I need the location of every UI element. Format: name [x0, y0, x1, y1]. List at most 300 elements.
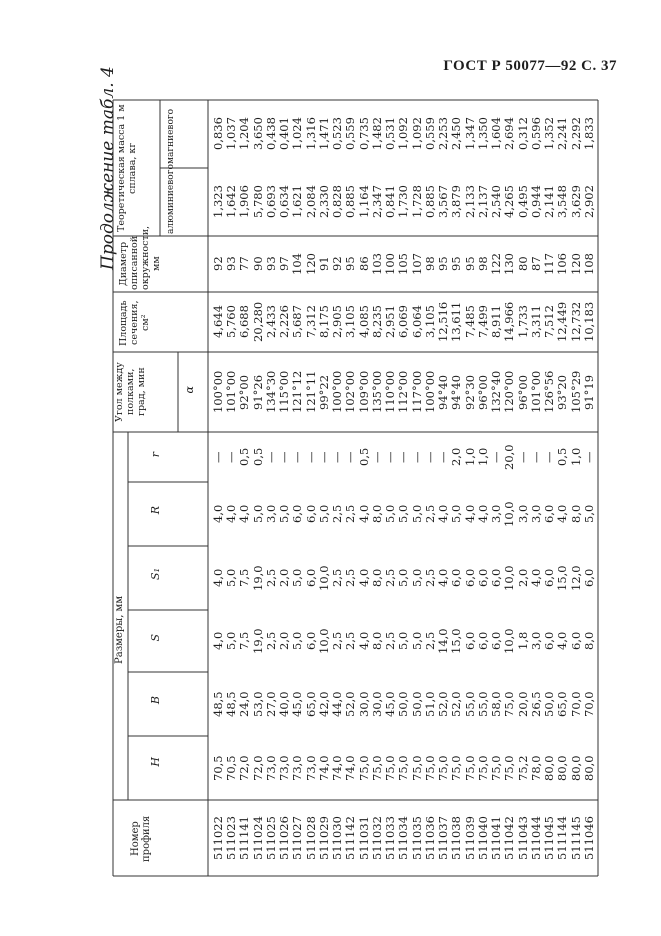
cell-B: 20,0 [515, 691, 530, 717]
cell-R: 3,0 [489, 504, 504, 524]
cell-R: 2,5 [422, 504, 437, 524]
table-caption: Продолжение табл. 4 [98, 66, 118, 270]
cell-n: 511044 [528, 816, 543, 860]
cell-D: 107 [409, 253, 424, 275]
cell-B: 52,0 [343, 691, 358, 717]
cell-D: 93 [263, 256, 278, 272]
cell-H: 72,0 [237, 755, 252, 781]
cell-D: 86 [356, 256, 371, 272]
cell-B: 70,0 [568, 691, 583, 717]
cell-R: 10,0 [502, 501, 517, 527]
cell-R: 4,0 [237, 504, 252, 524]
cell-n: 511040 [475, 816, 490, 860]
cell-n: 511027 [290, 816, 305, 860]
cell-S1: 5,0 [290, 568, 305, 588]
cell-S1: 4,0 [528, 568, 543, 588]
cell-S1: 6,0 [303, 568, 318, 588]
cell-a: 109°00 [356, 370, 371, 414]
cell-R: 8,0 [369, 504, 384, 524]
cell-mg: 1,024 [290, 117, 305, 151]
cell-D: 120 [568, 253, 583, 275]
cell-S1: 6,0 [581, 568, 596, 588]
cell-a: 94°40 [449, 374, 464, 410]
cell-S: 1,8 [515, 631, 530, 651]
cell-a: 92°30 [462, 374, 477, 410]
cell-F: 7,485 [462, 305, 477, 339]
cell-a: 99°22 [316, 374, 331, 410]
cell-F: 2,905 [330, 305, 345, 339]
header-al: алюминиевого [166, 164, 176, 234]
cell-n: 511144 [555, 816, 570, 860]
cell-F: 2,433 [263, 305, 278, 339]
cell-a: 93°20 [555, 374, 570, 410]
cell-H: 73,0 [290, 755, 305, 781]
cell-a: 100°00 [422, 370, 437, 414]
cell-S1: 6,0 [475, 568, 490, 588]
cell-H: 75,0 [462, 755, 477, 781]
cell-r: — [211, 451, 225, 463]
cell-B: 58,0 [489, 691, 504, 717]
cell-F: 8,911 [489, 305, 504, 339]
cell-R: 5,0 [409, 504, 424, 524]
cell-R: 5,0 [277, 504, 292, 524]
cell-B: 24,0 [237, 691, 252, 717]
header-angle: Угол между полками, град, мин [114, 362, 147, 422]
cell-S1: 6,0 [462, 568, 477, 588]
cell-F: 6,688 [237, 305, 252, 339]
cell-n: 511022 [211, 816, 225, 860]
cell-a: 101°00 [528, 370, 543, 414]
cell-mg: 2,241 [555, 117, 570, 151]
cell-al: 2,137 [475, 185, 490, 219]
cell-B: 50,0 [542, 691, 557, 717]
cell-a: 121°12 [290, 370, 305, 414]
cell-mg: 1,037 [224, 117, 239, 151]
cell-F: 12,732 [568, 301, 583, 343]
cell-R: 5,0 [449, 504, 464, 524]
header-B: B [149, 696, 162, 705]
cell-r: — [396, 451, 411, 463]
cell-r: 2,0 [449, 447, 464, 467]
cell-B: 70,0 [581, 691, 596, 717]
cell-D: 130 [502, 253, 517, 275]
cell-r: — [515, 451, 530, 463]
cell-F: 4,085 [356, 305, 371, 339]
cell-R: 5,0 [396, 504, 411, 524]
cell-a: 132°40 [489, 370, 504, 414]
cell-S: 2,5 [330, 631, 345, 651]
cell-S1: 6,0 [489, 568, 504, 588]
cell-H: 80,0 [581, 755, 596, 781]
cell-S: 3,0 [528, 631, 543, 651]
cell-S: 19,0 [250, 628, 265, 654]
cell-r: — [383, 451, 398, 463]
cell-al: 1,906 [237, 185, 252, 219]
cell-D: 108 [581, 253, 596, 275]
cell-mg: 1,604 [489, 117, 504, 151]
cell-al: 0,944 [528, 185, 543, 219]
cell-D: 98 [475, 256, 490, 272]
cell-D: 97 [277, 256, 292, 272]
cell-S1: 12,0 [568, 565, 583, 591]
cell-R: 5,0 [316, 504, 331, 524]
cell-S: 4,0 [555, 631, 570, 651]
cell-r: — [330, 451, 345, 463]
cell-mg: 0,438 [263, 117, 278, 151]
cell-D: 87 [528, 256, 543, 272]
cell-n: 511034 [396, 816, 411, 860]
cell-D: 120 [303, 253, 318, 275]
cell-F: 8,175 [316, 305, 331, 339]
header-diameter: Диаметр описанной окружности, мм [118, 225, 162, 290]
cell-al: 2,141 [542, 185, 557, 219]
cell-B: 48,5 [224, 691, 239, 717]
cell-n: 511042 [502, 816, 517, 860]
cell-B: 51,0 [422, 691, 437, 717]
cell-R: 4,0 [462, 504, 477, 524]
cell-n: 511024 [250, 816, 265, 860]
cell-D: 93 [224, 256, 239, 272]
cell-mg: 2,253 [436, 117, 451, 151]
cell-a: 115°00 [277, 370, 292, 414]
cell-D: 105 [396, 253, 411, 275]
cell-r: — [422, 451, 437, 463]
cell-S: 2,0 [277, 631, 292, 651]
cell-r: — [224, 451, 239, 463]
cell-R: 3,0 [263, 504, 278, 524]
cell-F: 3,311 [528, 305, 543, 339]
cell-S1: 4,0 [356, 568, 371, 588]
cell-H: 78,0 [528, 755, 543, 781]
cell-F: 1,733 [515, 305, 530, 339]
cell-H: 73,0 [263, 755, 278, 781]
cell-a: 96°00 [515, 374, 530, 410]
header-S: S [149, 634, 162, 642]
cell-mg: 1,350 [475, 117, 490, 151]
cell-al: 0,885 [422, 185, 437, 219]
cell-S1: 6,0 [449, 568, 464, 588]
cell-H: 73,0 [303, 755, 318, 781]
cell-al: 3,879 [449, 185, 464, 219]
cell-al: 3,629 [568, 185, 583, 219]
cell-H: 73,0 [277, 755, 292, 781]
cell-mg: 1,347 [462, 117, 477, 151]
cell-al: 1,728 [409, 185, 424, 219]
cell-H: 75,0 [489, 755, 504, 781]
cell-r: 0,5 [356, 447, 371, 467]
cell-B: 45,0 [383, 691, 398, 717]
cell-S: 6,0 [475, 631, 490, 651]
cell-n: 511141 [237, 816, 252, 860]
cell-S: 6,0 [462, 631, 477, 651]
cell-r: — [528, 451, 543, 463]
cell-S: 5,0 [290, 631, 305, 651]
cell-S: 8,0 [581, 631, 596, 651]
cell-S: 5,0 [396, 631, 411, 651]
cell-al: 1,730 [396, 185, 411, 219]
cell-R: 5,0 [383, 504, 398, 524]
cell-H: 75,0 [369, 755, 384, 781]
cell-n: 511142 [343, 816, 358, 860]
cell-S1: 10,0 [316, 565, 331, 591]
cell-al: 4,265 [502, 185, 517, 219]
cell-S1: 4,0 [436, 568, 451, 588]
cell-mg: 0,836 [211, 117, 225, 151]
cell-r: — [489, 451, 504, 463]
cell-B: 30,0 [369, 691, 384, 717]
cell-r: 0,5 [237, 447, 252, 467]
cell-F: 8,235 [369, 305, 384, 339]
cell-F: 12,449 [555, 301, 570, 343]
cell-n: 511023 [224, 816, 239, 860]
cell-B: 65,0 [303, 691, 318, 717]
cell-B: 45,0 [290, 691, 305, 717]
cell-B: 42,0 [316, 691, 331, 717]
cell-R: 2,5 [343, 504, 358, 524]
cell-al: 0,841 [383, 185, 398, 219]
cell-F: 5,687 [290, 305, 305, 339]
cell-B: 50,0 [396, 691, 411, 717]
cell-H: 75,0 [396, 755, 411, 781]
cell-B: 27,0 [263, 691, 278, 717]
cell-R: 6,0 [542, 504, 557, 524]
cell-H: 75,2 [515, 755, 530, 781]
cell-a: 102°00 [343, 370, 358, 414]
page-header: ГОСТ Р 50077—92 С. 37 [443, 58, 617, 74]
cell-r: — [436, 451, 451, 463]
cell-D: 95 [449, 256, 464, 272]
cell-mg: 0,735 [356, 117, 371, 151]
cell-a: 126°56 [542, 370, 557, 414]
cell-mg: 0,559 [422, 117, 437, 151]
cell-mg: 1,833 [581, 117, 596, 151]
cell-R: 2,5 [330, 504, 345, 524]
cell-B: 30,0 [356, 691, 371, 717]
cell-n: 511038 [449, 816, 464, 860]
cell-S1: 10,0 [502, 565, 517, 591]
cell-F: 7,512 [542, 305, 557, 339]
cell-S: 14,0 [436, 628, 451, 654]
cell-H: 75,0 [475, 755, 490, 781]
cell-S: 10,0 [502, 628, 517, 654]
header-profile: Номер профиля [130, 815, 152, 863]
cell-F: 20,280 [250, 301, 265, 343]
cell-H: 74,0 [330, 755, 345, 781]
cell-n: 511033 [383, 816, 398, 860]
cell-S1: 8,0 [369, 568, 384, 588]
cell-H: 70,5 [224, 755, 239, 781]
cell-a: 105°29 [568, 370, 583, 414]
header-R: R [149, 506, 162, 515]
cell-D: 95 [436, 256, 451, 272]
cell-r: — [369, 451, 384, 463]
cell-H: 80,0 [568, 755, 583, 781]
cell-n: 511046 [581, 816, 596, 860]
cell-B: 40,0 [277, 691, 292, 717]
cell-H: 75,0 [436, 755, 451, 781]
cell-n: 511041 [489, 816, 504, 860]
cell-F: 10,183 [581, 301, 596, 343]
cell-mg: 2,450 [449, 117, 464, 151]
cell-F: 3,105 [422, 305, 437, 339]
cell-S: 15,0 [449, 628, 464, 654]
cell-n: 511025 [263, 816, 278, 860]
cell-S: 2,5 [422, 631, 437, 651]
cell-a: 120°00 [502, 370, 517, 414]
cell-mg: 0,401 [277, 117, 292, 151]
cell-B: 55,0 [475, 691, 490, 717]
cell-n: 511036 [422, 816, 437, 860]
cell-a: 135°00 [369, 370, 384, 414]
cell-H: 80,0 [555, 755, 570, 781]
cell-R: 4,0 [436, 504, 451, 524]
cell-S: 8,0 [369, 631, 384, 651]
cell-R: 8,0 [568, 504, 583, 524]
cell-mg: 1,352 [542, 117, 557, 151]
cell-S: 5,0 [409, 631, 424, 651]
cell-n: 511028 [303, 816, 318, 860]
header-r: r [149, 452, 162, 458]
cell-mg: 0,596 [528, 117, 543, 151]
cell-D: 100 [383, 253, 398, 275]
cell-R: 3,0 [515, 504, 530, 524]
cell-B: 52,0 [449, 691, 464, 717]
cell-mg: 0,559 [343, 117, 358, 151]
cell-S1: 5,0 [409, 568, 424, 588]
cell-H: 75,0 [356, 755, 371, 781]
cell-D: 103 [369, 253, 384, 275]
cell-al: 0,693 [263, 185, 278, 219]
cell-H: 75,0 [502, 755, 517, 781]
cell-D: 122 [489, 253, 504, 275]
cell-al: 1,621 [290, 185, 305, 219]
cell-F: 2,226 [277, 305, 292, 339]
cell-R: 5,0 [581, 504, 596, 524]
cell-H: 72,0 [250, 755, 265, 781]
cell-r: 0,5 [555, 447, 570, 467]
cell-H: 75,0 [422, 755, 437, 781]
header-S1: S₁ [149, 568, 162, 580]
cell-F: 6,064 [409, 305, 424, 339]
cell-S: 4,0 [211, 631, 225, 651]
cell-r: 1,0 [568, 447, 583, 467]
cell-r: — [343, 451, 358, 463]
cell-a: 110°00 [383, 370, 398, 414]
cell-F: 7,499 [475, 305, 490, 339]
cell-F: 14,966 [502, 301, 517, 343]
cell-a: 134°30 [263, 370, 278, 414]
cell-S: 5,0 [224, 631, 239, 651]
cell-S: 10,0 [316, 628, 331, 654]
cell-S: 2,5 [343, 631, 358, 651]
cell-S1: 5,0 [396, 568, 411, 588]
cell-mg: 1,471 [316, 117, 331, 151]
cell-al: 5,780 [250, 185, 265, 219]
cell-n: 511030 [330, 816, 345, 860]
cell-mg: 2,292 [568, 117, 583, 151]
cell-mg: 1,092 [396, 117, 411, 151]
cell-B: 53,0 [250, 691, 265, 717]
cell-r: — [263, 451, 278, 463]
cell-B: 75,0 [502, 691, 517, 717]
cell-mg: 0,312 [515, 117, 530, 151]
cell-n: 511029 [316, 816, 331, 860]
cell-F: 6,069 [396, 305, 411, 339]
cell-R: 6,0 [303, 504, 318, 524]
cell-a: 100°00 [211, 370, 225, 414]
cell-al: 1,323 [211, 185, 225, 219]
cell-r: — [581, 451, 596, 463]
cell-F: 2,951 [383, 305, 398, 339]
cell-D: 117 [542, 253, 557, 275]
cell-al: 1,164 [356, 185, 371, 219]
cell-r: 1,0 [475, 447, 490, 467]
cell-F: 4,644 [211, 305, 225, 339]
cell-H: 74,0 [343, 755, 358, 781]
cell-mg: 1,092 [409, 117, 424, 151]
cell-mg: 0,523 [330, 117, 345, 151]
cell-n: 511039 [462, 816, 477, 860]
cell-S1: 5,0 [224, 568, 239, 588]
cell-B: 26,5 [528, 691, 543, 717]
cell-B: 55,0 [462, 691, 477, 717]
cell-D: 104 [290, 253, 305, 275]
cell-a: 96°00 [475, 374, 490, 410]
cell-S1: 2,5 [422, 568, 437, 588]
cell-n: 511032 [369, 816, 384, 860]
cell-S: 4,0 [356, 631, 371, 651]
cell-al: 3,567 [436, 185, 451, 219]
cell-S1: 2,0 [515, 568, 530, 588]
cell-al: 2,330 [316, 185, 331, 219]
cell-F: 3,105 [343, 305, 358, 339]
header-area: Площадь сечения, см² [118, 300, 151, 346]
cell-r: — [316, 451, 331, 463]
cell-D: 80 [515, 256, 530, 272]
cell-n: 511045 [542, 816, 557, 860]
cell-H: 74,0 [316, 755, 331, 781]
cell-H: 80,0 [542, 755, 557, 781]
cell-r: — [542, 451, 557, 463]
cell-S: 7,5 [237, 631, 252, 651]
cell-al: 0,885 [343, 185, 358, 219]
cell-n: 511035 [409, 816, 424, 860]
cell-R: 4,0 [555, 504, 570, 524]
cell-r: 1,0 [462, 447, 477, 467]
cell-H: 75,0 [409, 755, 424, 781]
cell-mg: 1,482 [369, 117, 384, 151]
header-H: H [149, 757, 162, 767]
cell-al: 2,084 [303, 185, 318, 219]
cell-mg: 2,694 [502, 117, 517, 151]
cell-S1: 2,5 [343, 568, 358, 588]
cell-D: 95 [343, 256, 358, 272]
cell-a: 117°00 [409, 370, 424, 414]
cell-al: 2,540 [489, 185, 504, 219]
cell-mg: 1,316 [303, 117, 318, 151]
cell-S1: 6,0 [542, 568, 557, 588]
cell-R: 6,0 [290, 504, 305, 524]
cell-D: 92 [211, 256, 225, 272]
cell-F: 13,611 [449, 301, 464, 343]
cell-n: 511043 [515, 816, 530, 860]
header-angle-alpha: α [183, 386, 196, 394]
cell-r: — [277, 451, 292, 463]
cell-R: 4,0 [211, 504, 225, 524]
header-mass-group: Теоретическая масса 1 м сплава, кг [116, 104, 138, 232]
cell-D: 95 [462, 256, 477, 272]
cell-r: — [303, 451, 318, 463]
